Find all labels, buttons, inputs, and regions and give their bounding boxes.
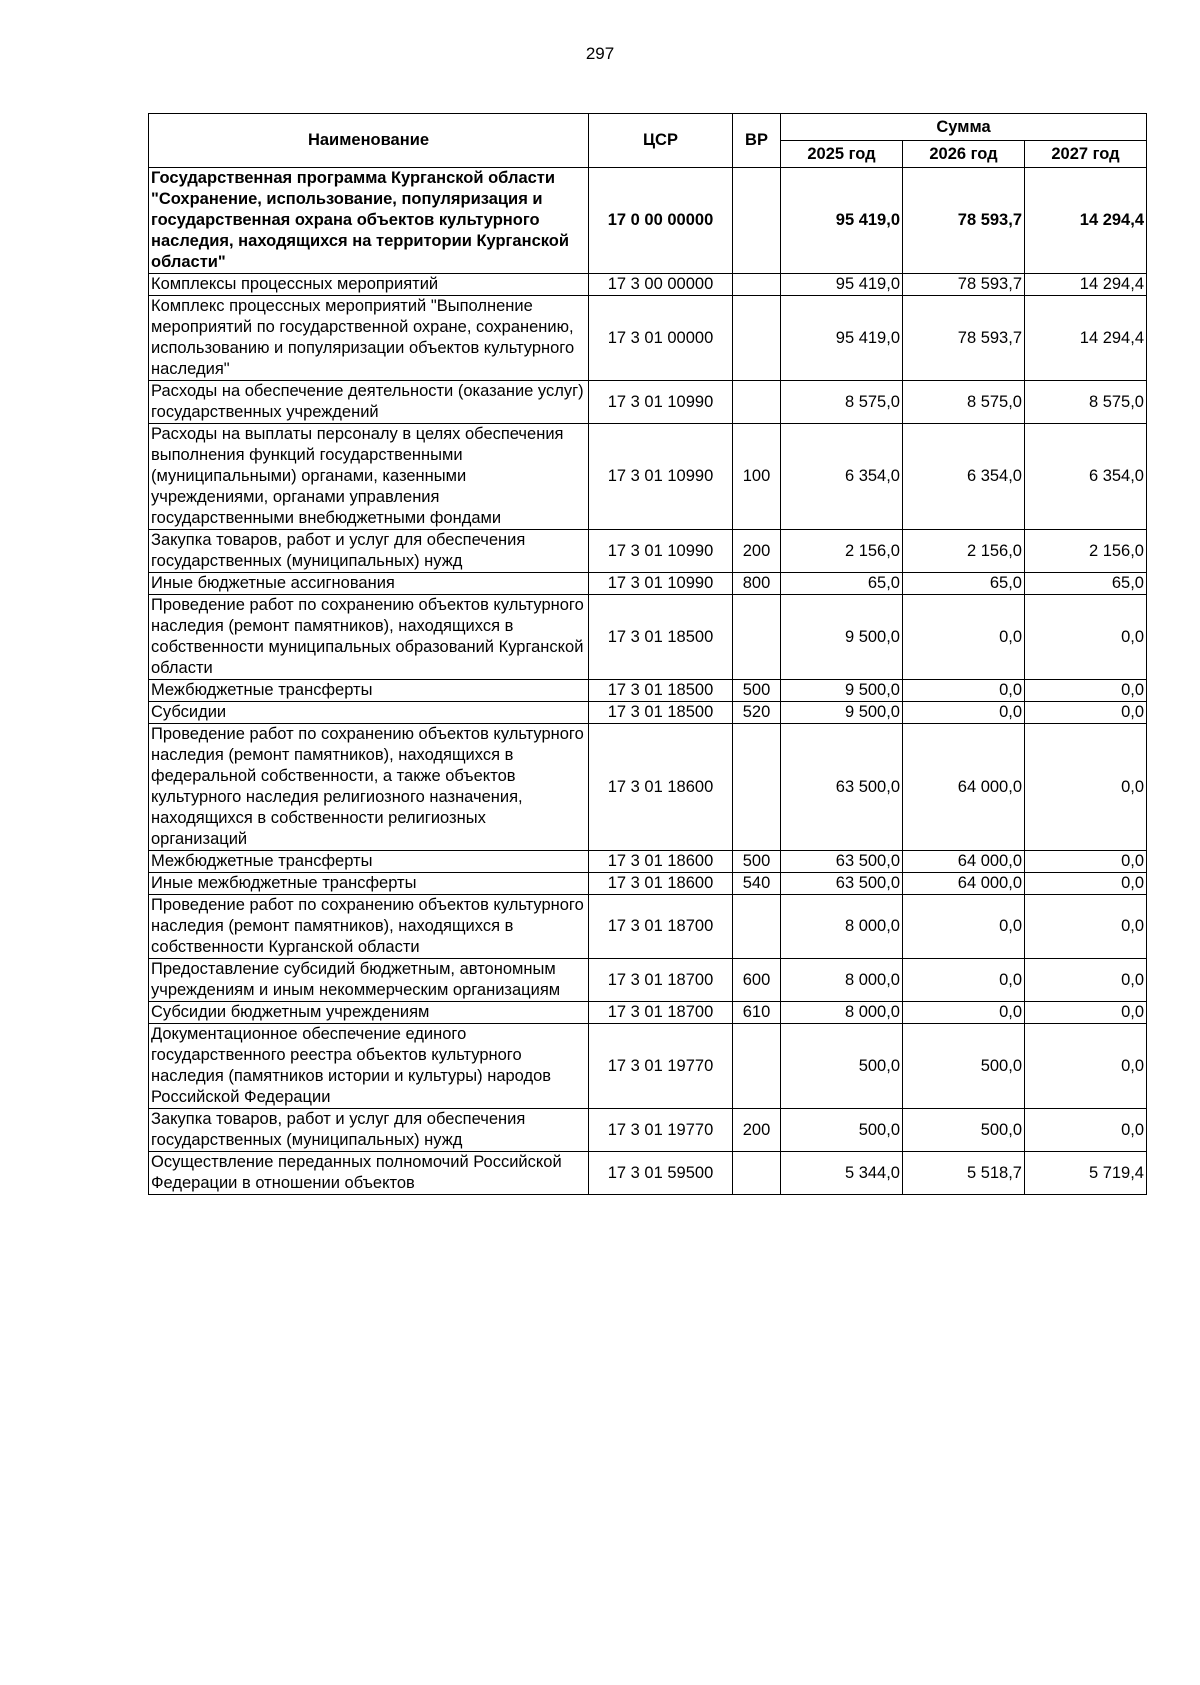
row-sum-2027: 65,0 <box>1025 573 1147 595</box>
row-sum-2026: 2 156,0 <box>903 530 1025 573</box>
header-year-2025: 2025 год <box>781 141 903 168</box>
row-name: Иные межбюджетные трансферты <box>149 873 589 895</box>
row-sum-2025: 8 000,0 <box>781 895 903 959</box>
row-sum-2027: 0,0 <box>1025 1002 1147 1024</box>
row-vr: 200 <box>733 530 781 573</box>
table-row <box>149 530 1147 573</box>
row-sum-2025: 95 419,0 <box>781 296 903 381</box>
row-sum-2027: 14 294,4 <box>1025 274 1147 296</box>
row-sum-2027: 0,0 <box>1025 959 1147 1002</box>
row-csr: 17 3 01 10990 <box>589 530 733 573</box>
row-csr: 17 3 01 10990 <box>589 381 733 424</box>
row-vr: 540 <box>733 873 781 895</box>
row-sum-2026: 0,0 <box>903 959 1025 1002</box>
row-name: Комплексы процессных мероприятий <box>149 274 589 296</box>
row-name: Расходы на выплаты персоналу в целях обеспечения выполнения функций государственными (муниципальными) органами, казенными учреждениями, органами управления государственными внебюджетными фондами <box>149 424 589 530</box>
row-sum-2025: 63 500,0 <box>781 724 903 851</box>
row-vr: 500 <box>733 851 781 873</box>
row-sum-2025: 9 500,0 <box>781 595 903 680</box>
row-name: Документационное обеспечение единого государственного реестра объектов культурного наследия (памятников истории и культуры) народов Российской Федерации <box>149 1024 589 1109</box>
row-name: Проведение работ по сохранению объектов культурного наследия (ремонт памятников), находящихся в федеральной собственности, а также объектов культурного наследия религиозного назначения, находящихся в собственности религиозных организаций <box>149 724 589 851</box>
row-sum-2025: 95 419,0 <box>781 168 903 274</box>
table-row <box>149 680 1147 702</box>
row-csr: 17 3 01 00000 <box>589 296 733 381</box>
row-sum-2027: 2 156,0 <box>1025 530 1147 573</box>
row-csr: 17 3 01 10990 <box>589 573 733 595</box>
row-sum-2025: 8 000,0 <box>781 959 903 1002</box>
row-csr: 17 3 01 18700 <box>589 1002 733 1024</box>
row-csr: 17 3 01 18700 <box>589 959 733 1002</box>
header-year-2027: 2027 год <box>1025 141 1147 168</box>
table-row <box>149 1002 1147 1024</box>
row-sum-2026: 0,0 <box>903 595 1025 680</box>
row-vr: 520 <box>733 702 781 724</box>
row-csr: 17 3 01 18700 <box>589 895 733 959</box>
row-sum-2026: 78 593,7 <box>903 168 1025 274</box>
row-sum-2027: 8 575,0 <box>1025 381 1147 424</box>
row-vr: 200 <box>733 1109 781 1152</box>
table-row <box>149 873 1147 895</box>
row-sum-2026: 78 593,7 <box>903 274 1025 296</box>
row-sum-2026: 64 000,0 <box>903 873 1025 895</box>
table-row <box>149 724 1147 851</box>
row-vr <box>733 274 781 296</box>
row-sum-2026: 65,0 <box>903 573 1025 595</box>
row-csr: 17 3 01 10990 <box>589 424 733 530</box>
row-sum-2025: 500,0 <box>781 1024 903 1109</box>
row-vr: 100 <box>733 424 781 530</box>
row-sum-2026: 0,0 <box>903 1002 1025 1024</box>
row-vr: 800 <box>733 573 781 595</box>
table-row <box>149 424 1147 530</box>
table-row <box>149 1109 1147 1152</box>
header-csr: ЦСР <box>589 114 733 168</box>
row-sum-2027: 0,0 <box>1025 1024 1147 1109</box>
row-sum-2025: 8 575,0 <box>781 381 903 424</box>
budget-table <box>148 113 1147 1195</box>
row-vr <box>733 1152 781 1195</box>
row-vr: 600 <box>733 959 781 1002</box>
row-csr: 17 3 01 59500 <box>589 1152 733 1195</box>
row-vr <box>733 296 781 381</box>
row-sum-2027: 14 294,4 <box>1025 168 1147 274</box>
row-sum-2026: 64 000,0 <box>903 851 1025 873</box>
row-vr <box>733 724 781 851</box>
table-row <box>149 702 1147 724</box>
row-sum-2026: 6 354,0 <box>903 424 1025 530</box>
row-sum-2026: 8 575,0 <box>903 381 1025 424</box>
row-vr <box>733 168 781 274</box>
row-sum-2025: 6 354,0 <box>781 424 903 530</box>
row-sum-2026: 0,0 <box>903 895 1025 959</box>
row-sum-2025: 63 500,0 <box>781 851 903 873</box>
row-csr: 17 3 01 18500 <box>589 680 733 702</box>
table-row <box>149 851 1147 873</box>
row-name: Проведение работ по сохранению объектов культурного наследия (ремонт памятников), находящихся в собственности Курганской области <box>149 895 589 959</box>
row-sum-2026: 0,0 <box>903 680 1025 702</box>
row-vr: 610 <box>733 1002 781 1024</box>
row-name: Государственная программа Курганской области "Сохранение, использование, популяризация и государственная охрана объектов культурного наследия, находящихся на территории Курганской области" <box>149 168 589 274</box>
row-sum-2025: 63 500,0 <box>781 873 903 895</box>
row-name: Осуществление переданных полномочий Российской Федерации в отношении объектов <box>149 1152 589 1195</box>
row-sum-2027: 0,0 <box>1025 702 1147 724</box>
row-name: Межбюджетные трансферты <box>149 680 589 702</box>
row-name: Предоставление субсидий бюджетным, автономным учреждениям и иным некоммерческим организациям <box>149 959 589 1002</box>
row-sum-2027: 14 294,4 <box>1025 296 1147 381</box>
row-name: Субсидии <box>149 702 589 724</box>
row-name: Закупка товаров, работ и услуг для обеспечения государственных (муниципальных) нужд <box>149 1109 589 1152</box>
row-csr: 17 0 00 00000 <box>589 168 733 274</box>
row-sum-2027: 0,0 <box>1025 873 1147 895</box>
row-name: Расходы на обеспечение деятельности (оказание услуг) государственных учреждений <box>149 381 589 424</box>
row-csr: 17 3 01 18500 <box>589 595 733 680</box>
row-csr: 17 3 01 19770 <box>589 1109 733 1152</box>
row-sum-2025: 5 344,0 <box>781 1152 903 1195</box>
row-sum-2027: 0,0 <box>1025 724 1147 851</box>
table-row <box>149 595 1147 680</box>
table-body <box>149 168 1147 1195</box>
table-row <box>149 1152 1147 1195</box>
row-sum-2026: 78 593,7 <box>903 296 1025 381</box>
header-vr: ВР <box>733 114 781 168</box>
row-sum-2025: 9 500,0 <box>781 702 903 724</box>
table-row <box>149 1024 1147 1109</box>
row-csr: 17 3 01 18600 <box>589 724 733 851</box>
row-vr <box>733 381 781 424</box>
row-sum-2025: 2 156,0 <box>781 530 903 573</box>
row-name: Закупка товаров, работ и услуг для обеспечения государственных (муниципальных) нужд <box>149 530 589 573</box>
row-name: Иные бюджетные ассигнования <box>149 573 589 595</box>
row-sum-2025: 8 000,0 <box>781 1002 903 1024</box>
row-sum-2025: 95 419,0 <box>781 274 903 296</box>
row-name: Субсидии бюджетным учреждениям <box>149 1002 589 1024</box>
row-name: Комплекс процессных мероприятий "Выполнение мероприятий по государственной охране, сохранению, использованию и популяризации объектов культурного наследия" <box>149 296 589 381</box>
table-row <box>149 274 1147 296</box>
header-year-2026: 2026 год <box>903 141 1025 168</box>
row-sum-2025: 500,0 <box>781 1109 903 1152</box>
row-sum-2026: 500,0 <box>903 1109 1025 1152</box>
table-row <box>149 573 1147 595</box>
row-vr <box>733 595 781 680</box>
row-sum-2026: 64 000,0 <box>903 724 1025 851</box>
row-csr: 17 3 01 19770 <box>589 1024 733 1109</box>
row-sum-2027: 0,0 <box>1025 1109 1147 1152</box>
table-row <box>149 895 1147 959</box>
row-sum-2027: 0,0 <box>1025 680 1147 702</box>
row-sum-2026: 0,0 <box>903 702 1025 724</box>
header-sum: Сумма <box>781 114 1147 141</box>
row-csr: 17 3 01 18600 <box>589 851 733 873</box>
header-name: Наименование <box>149 114 589 168</box>
row-csr: 17 3 00 00000 <box>589 274 733 296</box>
row-sum-2025: 65,0 <box>781 573 903 595</box>
row-name: Проведение работ по сохранению объектов культурного наследия (ремонт памятников), находящихся в собственности муниципальных образований Курганской области <box>149 595 589 680</box>
row-sum-2027: 5 719,4 <box>1025 1152 1147 1195</box>
row-sum-2025: 9 500,0 <box>781 680 903 702</box>
row-vr <box>733 895 781 959</box>
table-row <box>149 959 1147 1002</box>
table-row <box>149 296 1147 381</box>
row-sum-2027: 0,0 <box>1025 595 1147 680</box>
row-vr <box>733 1024 781 1109</box>
table-row <box>149 381 1147 424</box>
row-csr: 17 3 01 18500 <box>589 702 733 724</box>
row-vr: 500 <box>733 680 781 702</box>
row-name: Межбюджетные трансферты <box>149 851 589 873</box>
row-sum-2027: 6 354,0 <box>1025 424 1147 530</box>
row-sum-2026: 500,0 <box>903 1024 1025 1109</box>
row-csr: 17 3 01 18600 <box>589 873 733 895</box>
row-sum-2026: 5 518,7 <box>903 1152 1025 1195</box>
row-sum-2027: 0,0 <box>1025 851 1147 873</box>
table-row <box>149 168 1147 274</box>
row-sum-2027: 0,0 <box>1025 895 1147 959</box>
page-number: 297 <box>585 44 615 63</box>
